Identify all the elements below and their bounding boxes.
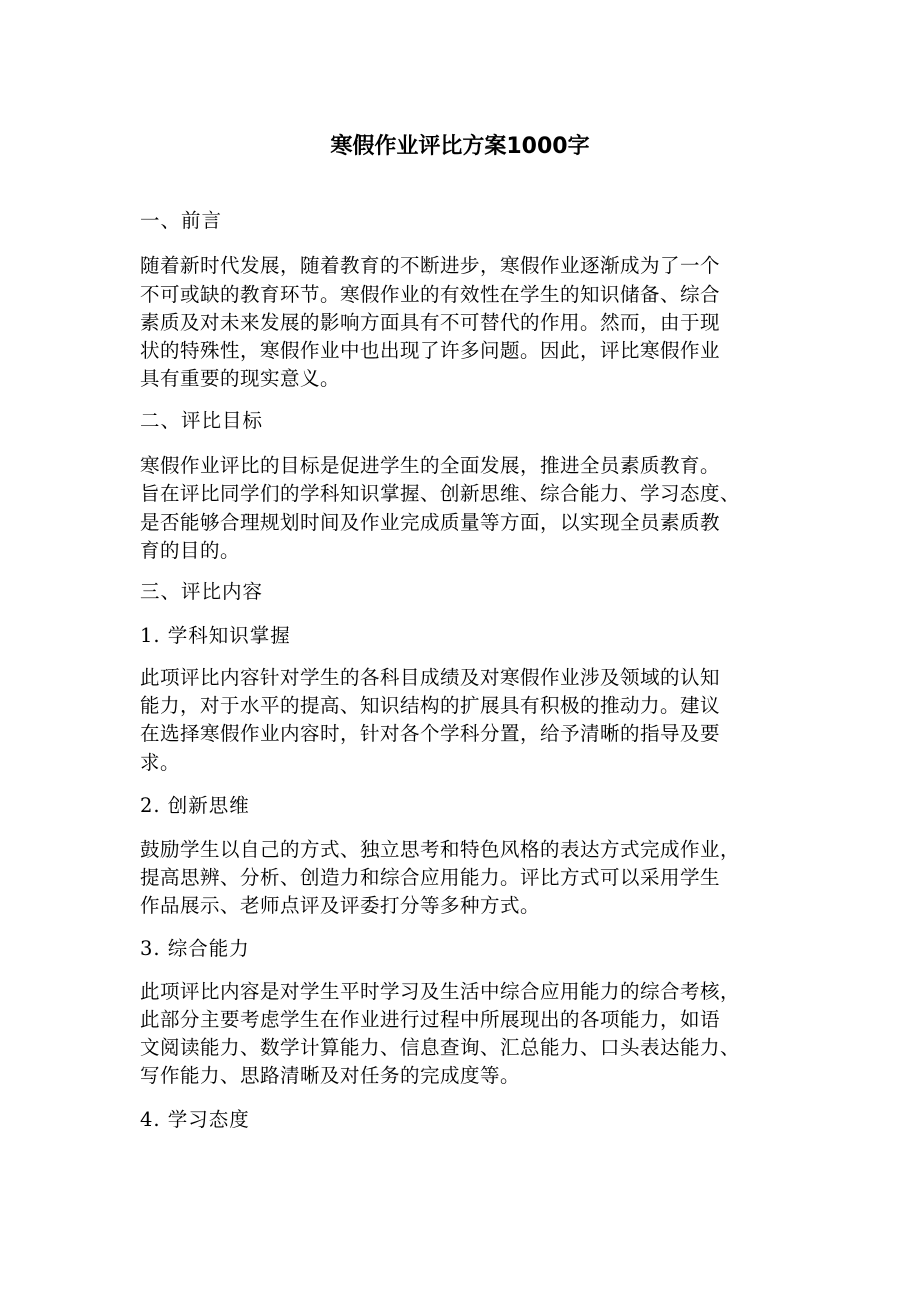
paragraph-line: 求。: [140, 751, 181, 774]
paragraph-line: 作品展示、老师点评及评委打分等多种方式。: [140, 894, 541, 917]
paragraph-line: 具有重要的现实意义。: [140, 367, 341, 390]
paragraph-line: 素质及对未来发展的影响方面具有不可替代的作用。然而，由于现: [140, 311, 721, 334]
paragraph-line: 文阅读能力、数学计算能力、信息查询、汇总能力、口头表达能力、: [140, 1036, 741, 1059]
subsection-heading-innovation: 2. 创新思维: [140, 794, 250, 817]
paragraph-line: 能力，对于水平的提高、知识结构的扩展具有积极的推动力。建议: [140, 694, 721, 717]
paragraph-line: 写作能力、思路清晰及对任务的完成度等。: [140, 1064, 521, 1087]
paragraph-line: 随着新时代发展，随着教育的不断进步，寒假作业逐渐成为了一个: [140, 254, 721, 277]
paragraph-line: 此项评比内容是对学生平时学习及生活中综合应用能力的综合考核，: [140, 980, 741, 1003]
paragraph-line: 育的目的。: [140, 539, 241, 562]
paragraph-line: 此项评比内容针对学生的各科目成绩及对寒假作业涉及领域的认知: [140, 666, 721, 689]
paragraph-line: 状的特殊性，寒假作业中也出现了许多问题。因此，评比寒假作业: [140, 339, 721, 362]
section-heading-preface: 一、前言: [140, 209, 223, 232]
paragraph-line: 寒假作业评比的目标是促进学生的全面发展，推进全员素质教育。: [140, 454, 721, 477]
paragraph-line: 此部分主要考虑学生在作业进行过程中所展现出的各项能力，如语: [140, 1008, 721, 1031]
section-heading-content: 三、评比内容: [140, 580, 264, 603]
paragraph-line: 不可或缺的教育环节。寒假作业的有效性在学生的知识储备、综合: [140, 283, 721, 306]
subsection-heading-attitude: 4. 学习态度: [140, 1108, 250, 1131]
paragraph-line: 旨在评比同学们的学科知识掌握、创新思维、综合能力、学习态度、: [140, 482, 741, 505]
paragraph-line: 是否能够合理规划时间及作业完成质量等方面，以实现全员素质教: [140, 511, 721, 534]
paragraph-line: 在选择寒假作业内容时，针对各个学科分置，给予清晰的指导及要: [140, 722, 721, 745]
page-title: 寒假作业评比方案1000字: [330, 134, 590, 159]
subsection-heading-knowledge: 1. 学科知识掌握: [140, 624, 291, 647]
subsection-heading-ability: 3. 综合能力: [140, 937, 250, 960]
paragraph-line: 提高思辨、分析、创造力和综合应用能力。评比方式可以采用学生: [140, 866, 721, 889]
paragraph-line: 鼓励学生以自己的方式、独立思考和特色风格的表达方式完成作业，: [140, 838, 741, 861]
section-heading-goals: 二、评比目标: [140, 409, 264, 432]
